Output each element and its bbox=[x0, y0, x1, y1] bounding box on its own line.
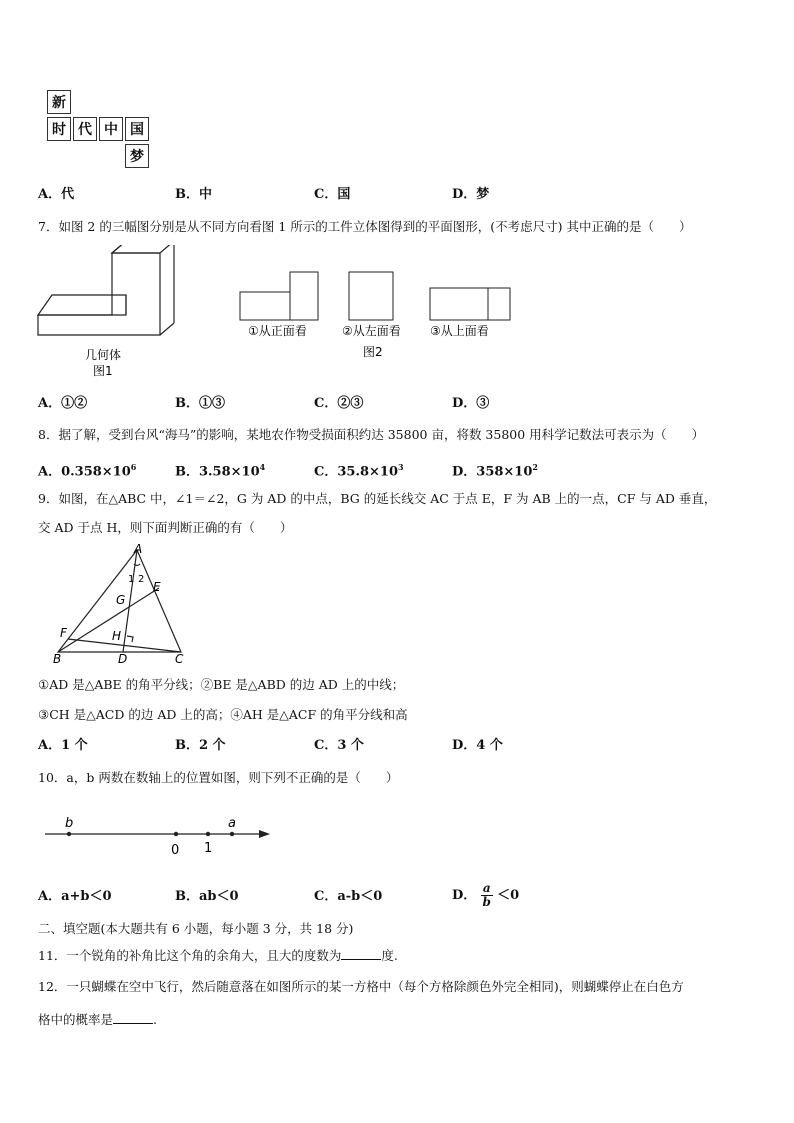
fig1-caption-line1: 几何体 bbox=[85, 348, 122, 362]
q8-option-c: C．$35.8\times 10^3$ bbox=[314, 462, 404, 480]
q8-option-a: A．$0.358\times 10^6$ bbox=[38, 462, 137, 480]
label-h: H bbox=[112, 629, 122, 643]
net-cell: 国 bbox=[125, 117, 149, 141]
fraction-a-over-b: $\frac{a}{b}$ bbox=[482, 881, 491, 909]
q10-text: 10．a，b 两数在数轴上的位置如图，则下列不正确的是（ ） bbox=[38, 770, 399, 785]
q9-statements-2: ③CH 是△ACD 的边 AD 上的高；④AH 是△ACF 的角平分线和高 bbox=[38, 707, 408, 722]
q8-text: 8．据了解，受到台风“海马”的影响，某地农作物受损面积约达 35800 亩，将数 35800 用科学记数法可表示为（ ） bbox=[38, 427, 705, 442]
q10-option-d: D． $\frac{a}{b}$ ＜0 bbox=[452, 881, 520, 909]
q9-line1: 9．如图，在△ABC 中，∠1＝∠2，G 为 AD 的中点，BG 的延长线交 AC 于点 E，F 为 AB 上的一点，CF 与 AD 垂直， bbox=[38, 491, 717, 506]
view-top-label: ③从上面看 bbox=[430, 324, 489, 338]
view-left-label: ②从左面看 bbox=[342, 324, 401, 338]
q7-text: 7．如图 2 的三幅图分别是从不同方向看图 1 所示的工件立体图得到的平面图形，(不考虑尺寸) 其中正确的是（ ） bbox=[38, 219, 692, 234]
q9-statements-1: ①AD 是△ABE 的角平分线；②BE 是△ABD 的边 AD 上的中线； bbox=[38, 677, 405, 692]
q6-option-a: A．代 bbox=[38, 187, 75, 202]
label-e: E bbox=[153, 580, 161, 594]
q12-line2: 格中的概率是 . bbox=[38, 1012, 157, 1027]
q7-option-c: C．②③ bbox=[314, 396, 364, 411]
label-f: F bbox=[60, 626, 67, 640]
q7-option-d: D．③ bbox=[452, 396, 490, 411]
q9-option-b: B．2 个 bbox=[175, 738, 226, 753]
q6-option-c: C．国 bbox=[314, 187, 351, 202]
q9-option-c: C．3 个 bbox=[314, 738, 364, 753]
fig1-caption-line2: 图1 bbox=[93, 364, 113, 378]
net-cell: 中 bbox=[99, 117, 123, 141]
label-d: D bbox=[118, 652, 128, 666]
net-cell: 代 bbox=[73, 117, 97, 141]
q12-answer-blank[interactable] bbox=[113, 1011, 153, 1024]
q6-option-b: B．中 bbox=[175, 187, 212, 202]
q8-option-d: D．$358\times 10^2$ bbox=[452, 462, 538, 480]
q7-option-a: A．①② bbox=[38, 396, 88, 411]
label-a: A bbox=[134, 542, 143, 556]
q11-answer-blank[interactable] bbox=[341, 947, 381, 960]
view-front-label: ①从正面看 bbox=[248, 324, 307, 338]
q10-option-c: C．a-b＜0 bbox=[314, 889, 383, 904]
q9-triangle-figure bbox=[48, 540, 198, 670]
q12-line1: 12．一只蝴蝶在空中飞行，然后随意落在如图所示的某一方格中（每个方格除颜色外完全相同)，则蝴蝶停止在白色方 bbox=[38, 979, 684, 994]
q7-figure-2 bbox=[236, 268, 516, 360]
q8-option-b: B．$3.58\times 10^4$ bbox=[175, 462, 266, 480]
axis-label-one: 1 bbox=[204, 841, 213, 856]
q10-number-line bbox=[40, 812, 280, 860]
q9-line2: 交 AD 于点 H，则下面判断正确的有（ ） bbox=[38, 520, 293, 535]
label-g: G bbox=[116, 593, 126, 607]
fig2-caption: 图2 bbox=[363, 345, 383, 359]
axis-label-zero: 0 bbox=[171, 843, 180, 858]
q7-figure-1 bbox=[30, 245, 190, 380]
net-cell: 新 bbox=[47, 90, 71, 114]
section-2-heading: 二、填空题(本大题共有 6 小题，每小题 3 分，共 18 分) bbox=[38, 921, 354, 936]
q10-option-b: B．ab＜0 bbox=[175, 889, 239, 904]
net-cell: 梦 bbox=[125, 144, 149, 168]
q11-text: 11．一个锐角的补角比这个角的余角大，且大的度数为 度. bbox=[38, 948, 398, 963]
q10-option-a: A．a+b＜0 bbox=[38, 889, 112, 904]
q9-option-a: A．1 个 bbox=[38, 738, 88, 753]
q9-option-d: D．4 个 bbox=[452, 738, 503, 753]
q6-option-d: D．梦 bbox=[452, 187, 490, 202]
label-b: B bbox=[53, 652, 62, 666]
label-angle-1: 1 bbox=[128, 574, 135, 585]
label-angle-2: 2 bbox=[138, 574, 145, 585]
axis-label-a: a bbox=[228, 816, 236, 831]
net-cell: 时 bbox=[47, 117, 71, 141]
axis-label-b: b bbox=[65, 816, 74, 831]
q7-option-b: B．①③ bbox=[175, 396, 225, 411]
label-c: C bbox=[175, 652, 184, 666]
